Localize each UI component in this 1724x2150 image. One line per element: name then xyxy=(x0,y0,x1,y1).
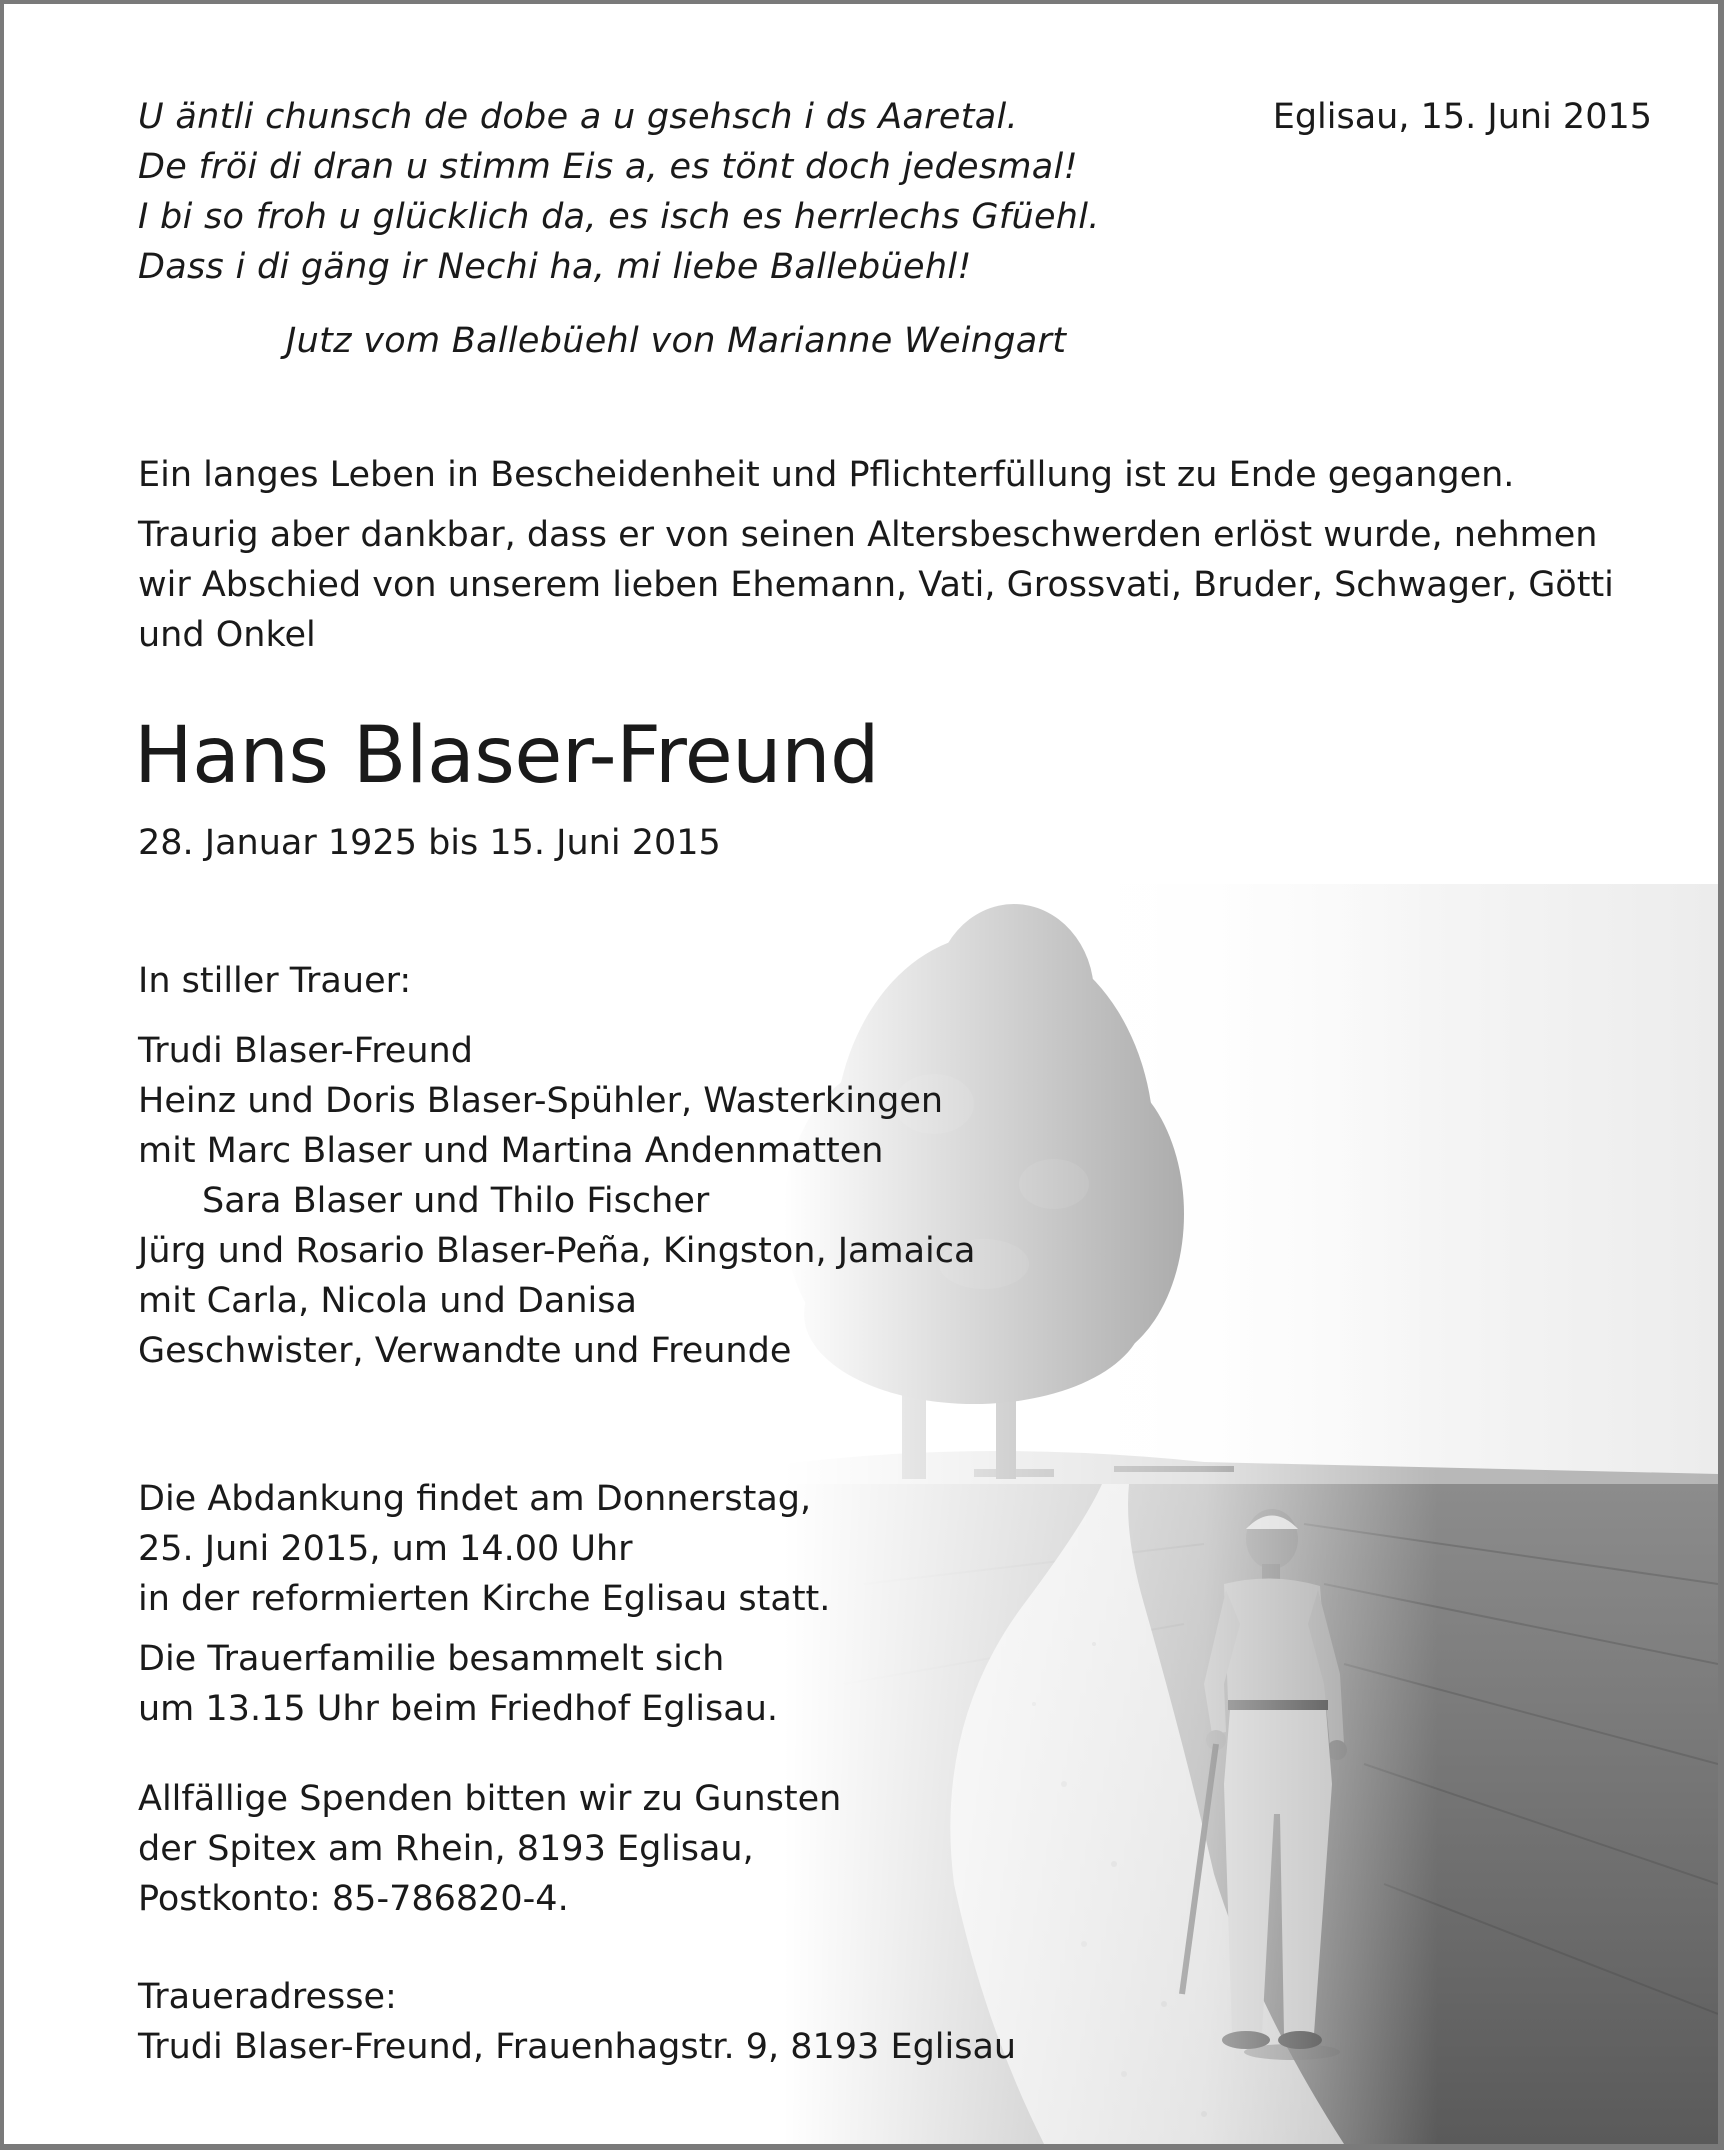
donations-info xyxy=(138,1774,841,1924)
gathering-info xyxy=(138,1634,778,1734)
mourner-line: Geschwister, Verwandte und Freunde xyxy=(138,1331,792,1371)
poem-line: I bi so froh u glücklich da, es isch es herrlechs Gfüehl. xyxy=(138,197,1100,237)
donations-line: der Spitex am Rhein, 8193 Eglisau, xyxy=(138,1829,754,1869)
mourner-line: Jürg und Rosario Blaser-Peña, Kingston, Jamaica xyxy=(138,1231,976,1271)
ceremony-info xyxy=(138,1474,830,1624)
poem-credit: Jutz vom Ballebüehl von Marianne Weingart xyxy=(286,321,1067,361)
ceremony-line: in der reformierten Kirche Eglisau statt. xyxy=(138,1579,831,1619)
poem-line: De fröi di dran u stimm Eis a, es tönt doch jedesmal! xyxy=(138,147,1078,187)
life-dates: 28. Januar 1925 bis 15. Juni 2015 xyxy=(138,823,721,863)
poem-line: Dass i di gäng ir Nechi ha, mi liebe Ballebüehl! xyxy=(138,247,972,287)
mourner-line: mit Carla, Nicola und Danisa xyxy=(138,1281,637,1321)
deceased-name: Hans Blaser-Freund xyxy=(134,711,880,801)
mourner-line: Trudi Blaser-Freund xyxy=(138,1031,473,1071)
mourner-line: Heinz und Doris Blaser-Spühler, Wasterkingen xyxy=(138,1081,944,1121)
address-label: Traueradresse: xyxy=(138,1977,397,2017)
intro-paragraph: Traurig aber dankbar, dass er von seinen Altersbeschwerden erlöst wurde, nehmen wir Abschied von unserem lieben Ehemann, Vati, Grossvati, Bruder, Schwager, Götti und Onkel xyxy=(138,515,1614,655)
mourners-heading: In stiller Trauer: xyxy=(138,961,412,1001)
poem xyxy=(138,92,1100,292)
mourner-line: Sara Blaser und Thilo Fischer xyxy=(202,1181,710,1221)
gathering-line: um 13.15 Uhr beim Friedhof Eglisau. xyxy=(138,1689,778,1729)
mourners-list xyxy=(138,1026,975,1376)
ceremony-line: Die Abdankung findet am Donnerstag, xyxy=(138,1479,812,1519)
donations-line: Postkonto: 85-786820-4. xyxy=(138,1879,569,1919)
mourner-line: mit Marc Blaser und Martina Andenmatten xyxy=(138,1131,884,1171)
ceremony-line: 25. Juni 2015, um 14.00 Uhr xyxy=(138,1529,633,1569)
intro-text xyxy=(138,450,1658,660)
gathering-line: Die Trauerfamilie besammelt sich xyxy=(138,1639,725,1679)
obituary-page xyxy=(4,4,1718,2144)
donations-line: Allfällige Spenden bitten wir zu Gunsten xyxy=(138,1779,842,1819)
poem-line: U äntli chunsch de dobe a u gsehsch i ds Aaretal. xyxy=(138,97,1018,137)
mourning-address: Trudi Blaser-Freund, Frauenhagstr. 9, 8193 Eglisau xyxy=(138,2027,1017,2067)
place-date: Eglisau, 15. Juni 2015 xyxy=(1272,97,1652,137)
intro-paragraph: Ein langes Leben in Bescheidenheit und Pflichterfüllung ist zu Ende gegangen. xyxy=(138,455,1515,495)
